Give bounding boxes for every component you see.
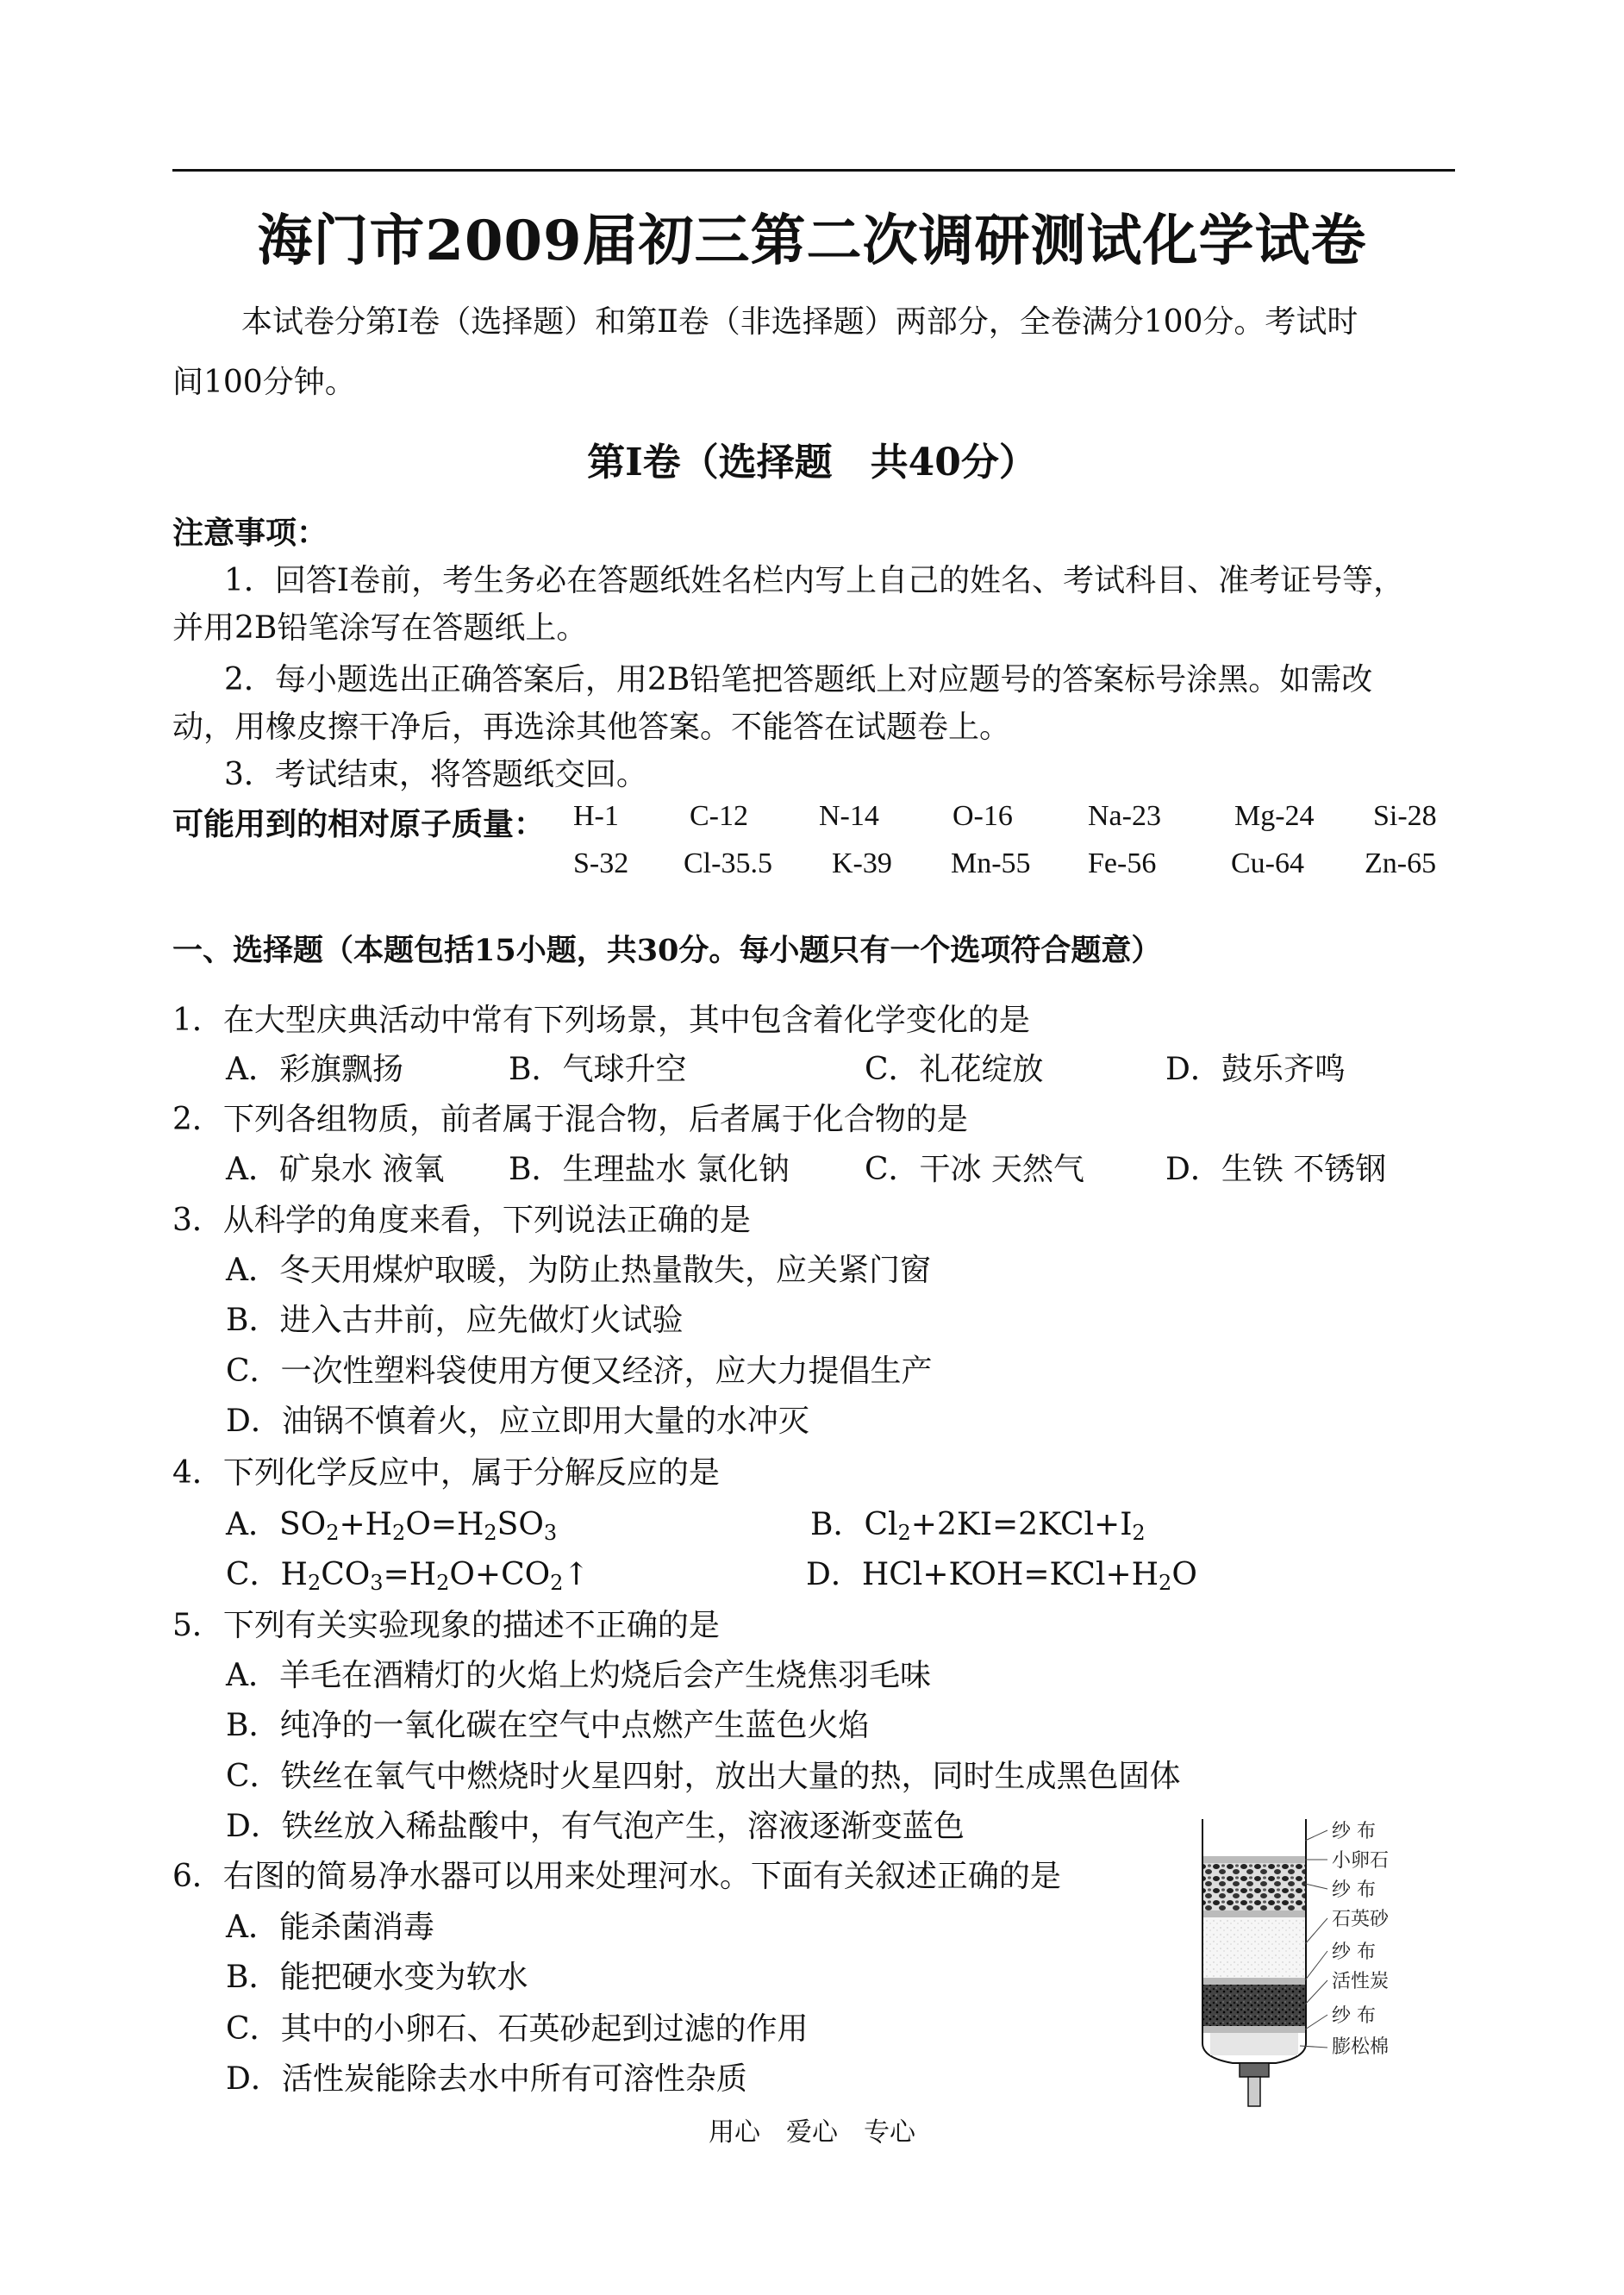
gauze-layer	[1203, 2026, 1305, 2033]
part1-heading: 一、选择题（本题包括15小题，共30分。每小题只有一个选项符合题意）	[172, 933, 1162, 968]
filter-label-activated-carbon: 活性炭	[1332, 1971, 1390, 1992]
mass-s: S-32	[573, 847, 629, 879]
q5-option-c: C．铁丝在氧气中燃烧时火星四射，放出大量的热，同时生成黑色固体	[226, 1759, 1181, 1794]
water-filter-diagram	[1198, 1815, 1422, 2108]
question-1-stem: 1．在大型庆典活动中常有下列场景，其中包含着化学变化的是	[172, 1003, 1030, 1038]
gauze-layer	[1203, 1978, 1305, 1985]
q4-option-d: D．$HCl+KOH=KCl+H_2O$	[806, 1557, 1197, 1595]
mass-k: K-39	[832, 847, 892, 879]
mass-mn: Mn-55	[951, 847, 1031, 879]
q2-option-d: D．生铁 不锈钢	[1165, 1152, 1387, 1187]
q3-option-b: B．进入古井前，应先做灯火试验	[226, 1303, 684, 1338]
q3-option-c: C．一次性塑料袋使用方便又经济，应大力提倡生产	[226, 1354, 933, 1389]
mass-zn: Zn-65	[1365, 847, 1437, 879]
filter-label-pebbles: 小卵石	[1332, 1850, 1390, 1872]
q6-option-b: B．能把硬水变为软水	[226, 1960, 528, 1995]
top-rule	[172, 169, 1455, 172]
q5-option-a: A．羊毛在酒精灯的火焰上灼烧后会产生烧焦羽毛味	[226, 1658, 931, 1693]
mass-fe: Fe-56	[1088, 847, 1157, 879]
notice-3: 3．考试结束，将答题纸交回。	[224, 757, 647, 792]
page-footer: 用心 爱心 专心	[709, 2117, 915, 2148]
filter-label-gauze-4: 纱 布	[1332, 2005, 1376, 2027]
mass-na: Na-23	[1088, 800, 1161, 832]
filter-label-cotton: 膨松棉	[1332, 2036, 1390, 2058]
q2-option-b: B．生理盐水 氯化钠	[509, 1152, 790, 1187]
notice-1a: 1．回答Ⅰ卷前，考生务必在答题纸姓名栏内写上自己的姓名、考试科目、准考证号等，	[224, 563, 1405, 598]
q2-option-a: A．矿泉水 液氧	[226, 1152, 445, 1187]
q6-option-c: C．其中的小卵石、石英砂起到过滤的作用	[226, 2011, 809, 2047]
carbon-layer	[1203, 1985, 1305, 2026]
cotton-layer	[1210, 2033, 1298, 2055]
notice-2a: 2．每小题选出正确答案后，用2B铅笔把答题纸上对应题号的答案标号涂黑。如需改	[224, 662, 1373, 697]
pebble-layer	[1203, 1863, 1305, 1910]
q1-option-b: B．气球升空	[509, 1052, 687, 1087]
sand-layer	[1203, 1917, 1305, 1978]
mass-h: H-1	[573, 800, 619, 832]
intro-line-1: 本试卷分第Ⅰ卷（选择题）和第Ⅱ卷（非选择题）两部分，全卷满分100分。考试时	[241, 304, 1359, 340]
q4-option-b: B．$Cl_2+2KI=2KCl+I_2$	[810, 1507, 1146, 1545]
question-6-stem: 6．右图的简易净水器可以用来处理河水。下面有关叙述正确的是	[172, 1859, 1061, 1894]
q5-option-d: D．铁丝放入稀盐酸中，有气泡产生，溶液逐渐变蓝色	[226, 1809, 965, 1844]
mass-cu: Cu-64	[1231, 847, 1304, 879]
mass-o: O-16	[953, 800, 1013, 832]
notice-title: 注意事项：	[172, 515, 328, 551]
q4-option-c: C．$H_2CO_3=H_2O+CO_2↑$	[226, 1557, 590, 1595]
question-3-stem: 3．从科学的角度来看，下列说法正确的是	[172, 1203, 751, 1238]
q3-option-d: D．油锅不慎着火，应立即用大量的水冲灭	[226, 1404, 809, 1439]
gauze-layer	[1203, 1910, 1305, 1917]
gauze-layer	[1203, 1856, 1305, 1863]
filter-label-gauze-2: 纱 布	[1332, 1879, 1376, 1901]
mass-c: C-12	[690, 800, 748, 832]
q5-option-b: B．纯净的一氧化碳在空气中点燃产生蓝色火焰	[226, 1708, 870, 1743]
question-5-stem: 5．下列有关实验现象的描述不正确的是	[172, 1608, 720, 1643]
question-4-stem: 4．下列化学反应中，属于分解反应的是	[172, 1455, 720, 1491]
notice-1b: 并用2B铅笔涂写在答题纸上。	[172, 610, 588, 646]
q1-option-a: A．彩旗飘扬	[226, 1052, 403, 1087]
q6-option-d: D．活性炭能除去水中所有可溶性杂质	[226, 2061, 747, 2097]
mass-cl: Cl-35.5	[684, 847, 772, 879]
mass-label: 可能用到的相对原子质量：	[172, 806, 546, 842]
q4-option-a: A．$SO_2+H_2O=H_2SO_3$	[226, 1507, 558, 1545]
page-title: 海门市2009届初三第二次调研测试化学试卷	[257, 209, 1367, 273]
q3-option-a: A．冬天用煤炉取暖，为防止热量散失，应关紧门窗	[226, 1253, 931, 1288]
mass-si: Si-28	[1373, 800, 1437, 832]
section-title: 第Ⅰ卷（选择题 共40分）	[587, 441, 1037, 485]
intro-line-2: 间100分钟。	[172, 365, 356, 400]
filter-label-quartz-sand: 石英砂	[1332, 1909, 1390, 1930]
q1-option-c: C．礼花绽放	[865, 1052, 1044, 1087]
q2-option-c: C．干冰 天然气	[865, 1152, 1084, 1187]
filter-label-gauze-1: 纱 布	[1332, 1821, 1376, 1842]
mass-n: N-14	[819, 800, 879, 832]
notice-2b: 动，用橡皮擦干净后，再选涂其他答案。不能答在试题卷上。	[172, 710, 1011, 745]
mass-mg: Mg-24	[1234, 800, 1315, 832]
filter-label-gauze-3: 纱 布	[1332, 1942, 1376, 1963]
question-2-stem: 2．下列各组物质，前者属于混合物，后者属于化合物的是	[172, 1102, 968, 1137]
q1-option-d: D．鼓乐齐鸣	[1165, 1052, 1346, 1087]
q6-option-a: A．能杀菌消毒	[226, 1910, 434, 1945]
